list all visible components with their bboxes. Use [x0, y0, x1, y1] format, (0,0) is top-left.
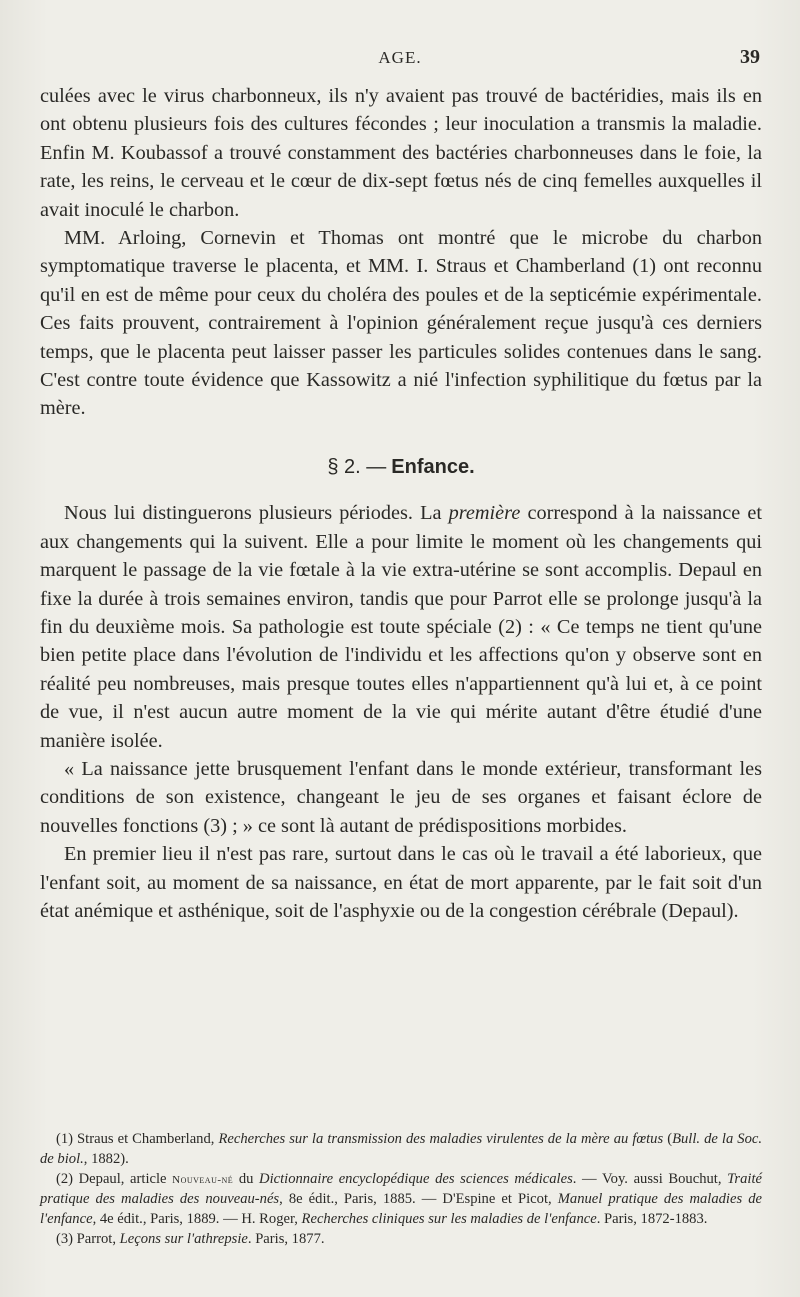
- page-number: 39: [740, 46, 760, 68]
- footnote-3-text-a: (3) Parrot,: [56, 1230, 120, 1247]
- footnote-2-manuel-title: Manuel pratique des maladies de l'enfance: [40, 1191, 762, 1228]
- footnote-1-text-b: (: [663, 1131, 673, 1147]
- footnote-1-text-c: , 1882).: [83, 1150, 129, 1167]
- footnote-3-title: Leçons sur l'athrepsie: [119, 1230, 248, 1247]
- footnote-3-text-b: . Paris, 1877.: [247, 1230, 325, 1247]
- footnote-2: [40, 1170, 762, 1230]
- section-number: § 2. —: [327, 455, 387, 478]
- footnote-2-text-d: , 8e édit., Paris, 1885. — D'Espine et Picot,: [279, 1191, 558, 1208]
- footnote-2-bouchut-title: Traité pratique des maladies des nouveau-nés: [40, 1170, 762, 1208]
- footnote-3: [40, 1230, 762, 1250]
- footnote-2-roger-title: Recherches cliniques sur les maladies de l'enfance: [301, 1211, 597, 1228]
- body-text: [40, 82, 762, 925]
- footnote-1: [40, 1130, 762, 1170]
- footnote-1-title: Recherches sur la transmission des maladies virulentes de la mère au fœtus: [218, 1131, 664, 1147]
- footnote-1-text-a: (1) Straus et Chamberland,: [56, 1131, 219, 1147]
- running-title: AGE.: [378, 48, 422, 67]
- paragraph-2: MM. Arloing, Cornevin et Thomas ont montré que le microbe du charbon symptomatique traverse le placenta, et MM. I. Straus et Chamberland (1) ont reconnu qu'il en est de même pour ceux du choléra des poules et de la septicémie expérimentale. Ces faits prouvent, contrairement à l'opinion généralement reçue jusqu'à ces derniers temps, que le placenta peut laisser passer les particules solides contenues dans le sang. C'est contre toute évidence que Kassowitz a nié l'infection syphilitique du fœtus par la mère.: [40, 227, 762, 420]
- footnote-2-dictionary: Dictionnaire encyclopédique des sciences médicales: [259, 1170, 573, 1187]
- footnote-1-journal: Bull. de la Soc. de biol.: [40, 1131, 763, 1167]
- paragraph-5: En premier lieu il n'est pas rare, surtout dans le cas où le travail a été laborieux, que l'enfant soit, au moment de sa naissance, en état de mort apparente, par le fait soit d'un état anémique et asthénique, soit de l'asphyxie ou de la congestion cérébrale (Depaul).: [40, 843, 762, 922]
- footnotes: [40, 1130, 762, 1250]
- paragraph-1: culées avec le virus charbonneux, ils n'y avaient pas trouvé de bactéridies, mais ils en ont obtenu plusieurs fois des cultures fécondes ; leur inoculation a transmis la maladie. Enfin M. Koubassof a trouvé constamment des bactéries charbonneuses dans le foie, la rate, les reins, le cerveau et le cœur de dix-sept fœtus nés de cinq femelles auxquelles il avait inoculé le charbon.: [40, 85, 762, 221]
- footnote-2-text-b: du: [233, 1170, 260, 1187]
- footnote-2-smallcaps: Nouveau-né: [172, 1173, 234, 1186]
- running-head: [40, 48, 760, 74]
- paragraph-4: « La naissance jette brusquement l'enfant dans le monde extérieur, transformant les conditions de son existence, changeant le jeu de ses organes et faisant éclore de nouvelles fonctions (3) ; » ce sont là autant de prédispositions morbides.: [40, 757, 762, 837]
- footnote-2-text-f: . Paris, 1872-1883.: [596, 1211, 708, 1228]
- paragraph-3-emphasis: première: [448, 502, 521, 525]
- paragraph-3-text-b: correspond à la naissance et aux changements qui la suivent. Elle a pour limite le moment où les changements qui marquent le passage de la vie fœtale à la vie extra-utérine se sont accomplis. Depaul en fixe la durée à trois semaines environ, tandis que pour Parrot elle se prolonge jusqu'à la fin du deuxième mois. Sa pathologie est toute spéciale (2) : « Ce temps ne tient qu'une bien petite place dans l'évolution de l'individu et les affections qu'on y observe sont en réalité peu nombreuses, mais presque toutes elles n'appartiennent qu'à lui et, à ce point de vue, il n'est aucun autre moment de la vie qui mérite autant d'être étudié d'une manière isolée.: [40, 502, 762, 752]
- section-title: Enfance.: [391, 455, 475, 478]
- section-heading: [40, 453, 762, 481]
- footnote-2-text-e: , 4e édit., Paris, 1889. — H. Roger,: [92, 1211, 302, 1228]
- paragraph-3: [40, 499, 762, 755]
- footnote-2-text-c: . — Voy. aussi Bouchut,: [572, 1170, 728, 1187]
- footnote-2-text-a: (2) Depaul, article: [56, 1170, 173, 1187]
- paragraph-3-text-a: Nous lui distinguerons plusieurs périodes. La: [64, 502, 449, 525]
